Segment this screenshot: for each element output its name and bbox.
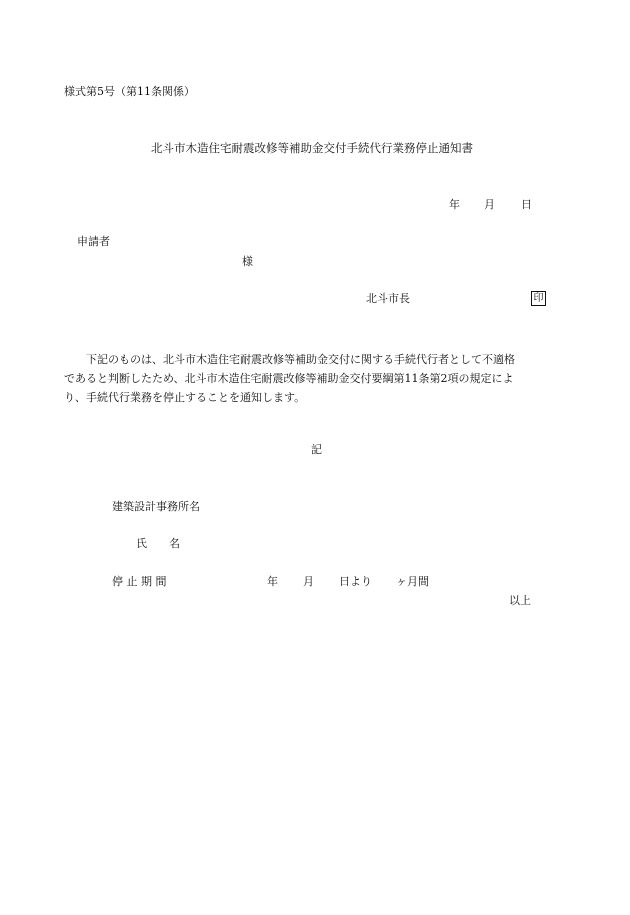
honorific-sama: 様	[242, 255, 253, 268]
date-year-label: 年	[449, 198, 460, 211]
name-label: 氏 名	[136, 537, 180, 550]
period-month-label: 月	[303, 575, 314, 588]
document-title: 北斗市木造住宅耐震改修等補助金交付手続代行業務停止通知書	[151, 141, 473, 155]
closing-ijo: 以上	[509, 594, 531, 607]
ki-heading: 記	[311, 443, 322, 456]
seal-stamp-icon: 印	[531, 291, 546, 306]
form-number: 様式第5号（第11条関係）	[64, 85, 195, 98]
notice-body-line-2: であると判断したため、北斗市木造住宅耐震改修等補助金交付要綱第11条第2項の規定によ	[64, 372, 514, 385]
notice-body-line-1: 下記のものは、北斗市木造住宅耐震改修等補助金交付に関する手続代行者として不適格	[86, 353, 515, 366]
period-months-label: ヶ月間	[396, 575, 429, 588]
notice-body	[64, 350, 550, 407]
date-month-label: 月	[484, 198, 495, 211]
issuer-mayor: 北斗市長	[366, 292, 410, 305]
notice-body-line-3: り、手続代行業務を停止することを通知します。	[64, 391, 306, 404]
suspension-period-label: 停 止 期 間	[112, 575, 167, 588]
period-day-from-label: 日より	[339, 575, 372, 588]
applicant-label: 申請者	[77, 235, 110, 248]
date-day-label: 日	[521, 198, 532, 211]
architect-office-label: 建築設計事務所名	[112, 500, 200, 513]
period-year-label: 年	[267, 575, 278, 588]
